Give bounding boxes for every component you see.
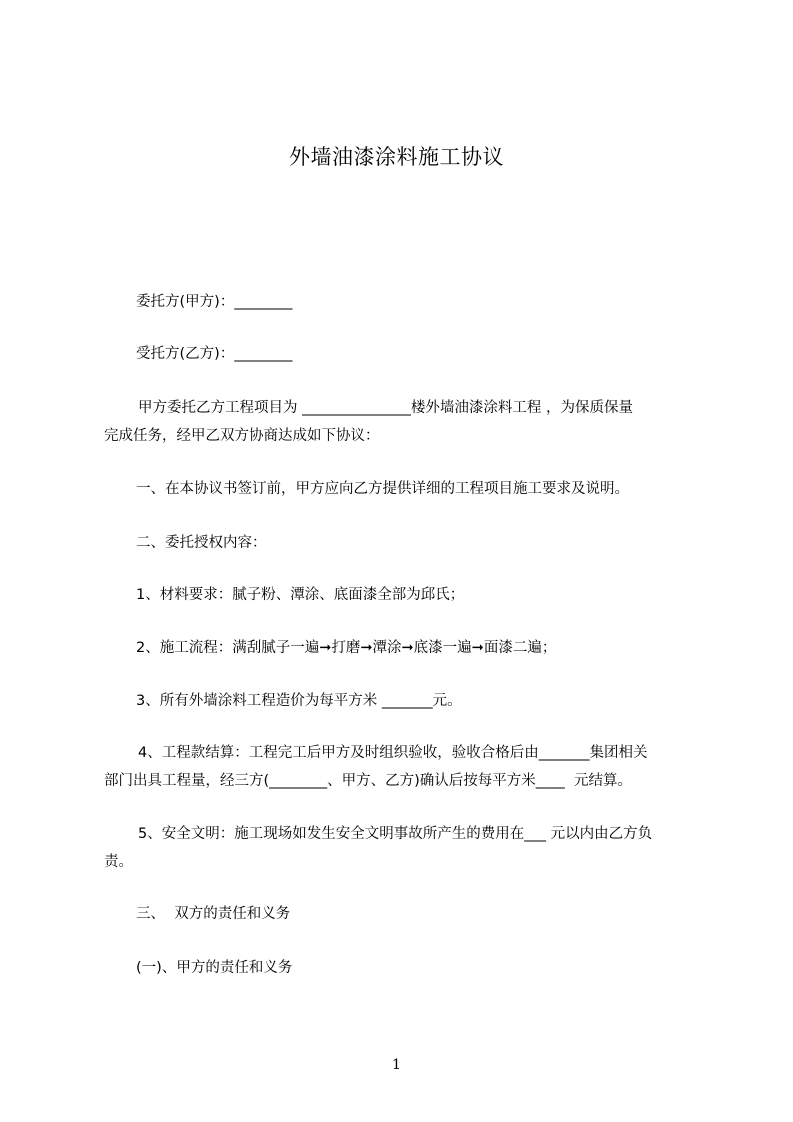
- item-2: 2、施工流程：满刮腻子一遍➞打磨➞潭涂➞底漆一遍➞面漆二遍；: [136, 640, 557, 656]
- item-1: 1、材料要求：腻子粉、潭涂、底面漆全部为邱氏；: [136, 587, 465, 603]
- party-a-line: 委托方(甲方)：________: [136, 294, 293, 310]
- intro-line-2: 完成任务，经甲乙双方协商达成如下协议：: [104, 428, 380, 444]
- document-title: 外墙油漆涂料施工协议: [289, 145, 504, 169]
- sub-clause-1: (一)、甲方的责任和义务: [136, 960, 293, 976]
- intro-line-1: 甲方委托乙方工程项目为 _______________楼外墙油漆涂料工程 ，为保质保量: [138, 400, 633, 416]
- item-4-line-2: 部门出具工程量，经三方(________、甲方、乙方)确认后按每平方米____ 元结算。: [104, 773, 633, 789]
- item-4-line-1: 4、工程款结算：工程完工后甲方及时组织验收，验收合格后由_______集团相关: [138, 745, 648, 761]
- clause-2: 二、委托授权内容：: [136, 535, 267, 551]
- page-number: 1: [392, 1057, 401, 1073]
- item-5-line-2: 责。: [104, 854, 133, 870]
- clause-3: 三、 双方的责任和义务: [136, 906, 291, 922]
- party-b-line: 受托方(乙方)：________: [136, 346, 293, 362]
- item-5-line-1: 5、安全文明：施工现场如发生安全文明事故所产生的费用在___ 元以内由乙方负: [138, 826, 653, 842]
- clause-1: 一、在本协议书签订前，甲方应向乙方提供详细的工程项目施工要求及说明。: [136, 481, 629, 497]
- item-3: 3、所有外墙涂料工程造价为每平方米 _______元。: [136, 693, 462, 709]
